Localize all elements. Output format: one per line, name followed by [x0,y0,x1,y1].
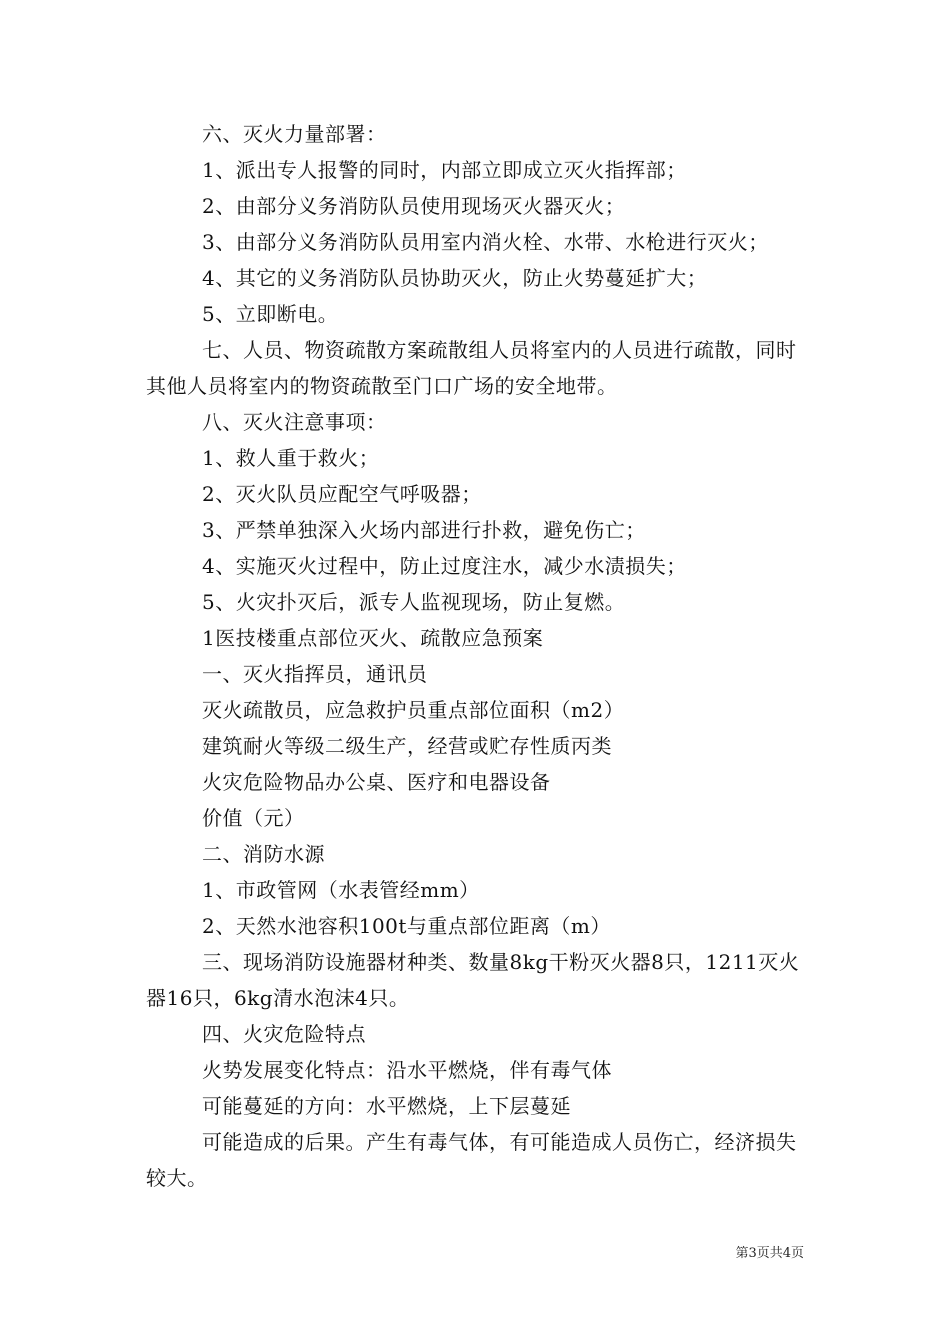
paragraph: 4、其它的义务消防队员协助灭火，防止火势蔓延扩大； [202,266,708,290]
section-heading: 1医技楼重点部位灭火、疏散应急预案 [202,626,544,650]
paragraph: 1、派出专人报警的同时，内部立即成立灭火指挥部； [202,158,687,182]
paragraph: 5、立即断电。 [202,302,339,326]
paragraph: 2、灭火队员应配空气呼吸器； [202,482,482,506]
paragraph: 5、火灾扑灭后，派专人监视现场，防止复燃。 [202,590,626,614]
paragraph: 六、灭火力量部署： [202,122,387,146]
paragraph: 价值（元） [202,806,305,830]
paragraph: 3、由部分义务消防队员用室内消火栓、水带、水枪进行灭火； [202,230,769,254]
paragraph: 建筑耐火等级二级生产，经营或贮存性质丙类 [202,734,612,758]
paragraph: 可能蔓延的方向：水平燃烧，上下层蔓延 [202,1094,571,1118]
paragraph: 1、市政管网（水表管经mm） [202,878,480,902]
paragraph: 可能造成的后果。产生有毒气体，有可能造成人员伤亡，经济损失较大。 [146,1130,797,1190]
paragraph: 七、人员、物资疏散方案疏散组人员将室内的人员进行疏散，同时其他人员将室内的物资疏散至门口广场的安全地带。 [146,338,797,398]
paragraph: 三、现场消防设施器材种类、数量8kg干粉灭火器8只，1211灭火器16只，6kg清水泡沫4只。 [146,950,800,1010]
paragraph: 2、天然水池容积100t与重点部位距离（m） [202,914,611,938]
paragraph: 火势发展变化特点：沿水平燃烧，伴有毒气体 [202,1058,612,1082]
page-number: 第3页共4页 [735,1246,804,1261]
paragraph: 2、由部分义务消防队员使用现场灭火器灭火； [202,194,626,218]
paragraph: 一、灭火指挥员，通讯员 [202,662,428,686]
paragraph: 火灾危险物品办公桌、医疗和电器设备 [202,770,551,794]
paragraph: 八、灭火注意事项： [202,410,387,434]
document-body [146,116,808,1196]
paragraph: 1、救人重于救火； [202,446,380,470]
paragraph: 四、火灾危险特点 [202,1022,366,1046]
paragraph: 4、实施灭火过程中，防止过度注水，减少水渍损失； [202,554,687,578]
paragraph: 灭火疏散员，应急救护员重点部位面积（m2） [202,698,625,722]
paragraph: 3、严禁单独深入火场内部进行扑救，避免伤亡； [202,518,646,542]
paragraph: 二、消防水源 [202,842,325,866]
